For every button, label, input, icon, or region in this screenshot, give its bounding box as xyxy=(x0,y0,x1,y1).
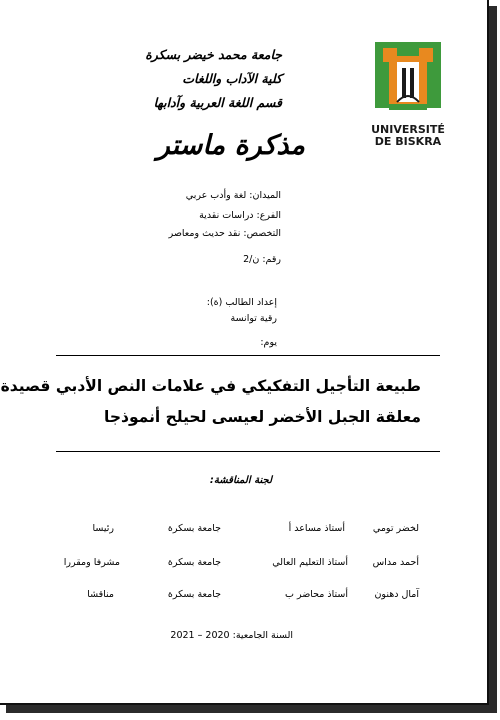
academic-year: السنة الجامعية: 2020 – 2021 xyxy=(170,630,293,641)
member-role: رئيسا xyxy=(92,523,114,534)
member-rank: أستاذ مساعد أ xyxy=(288,523,345,534)
defense-day: يوم: xyxy=(260,337,277,348)
rule-top xyxy=(56,355,440,356)
field-domain: الميدان: لغة وأدب عربي xyxy=(185,190,281,201)
student-name: رقية توانسة xyxy=(230,313,277,324)
department-name: قسم اللغة العربية وآدابها xyxy=(153,95,282,110)
field-number: رقم: ن/2 xyxy=(243,254,281,265)
document-title: مذكرة ماستر xyxy=(156,130,305,161)
logo-caption-line1: UNIVERSITÉ xyxy=(371,123,445,136)
member-name: لخضر تومي xyxy=(372,523,419,534)
committee-title: لجنة المناقشة: xyxy=(209,475,272,486)
field-specialty: التخصص: نقد حديث ومعاصر xyxy=(168,228,281,239)
member-rank: أستاذ محاضر ب xyxy=(285,589,348,600)
member-role: مشرفا ومقررا xyxy=(63,557,120,568)
rule-bottom xyxy=(56,451,440,452)
field-branch: الفرع: دراسات نقدية xyxy=(199,210,281,221)
page-shadow-bottom xyxy=(6,705,497,713)
faculty-name: كلية الآداب واللغات xyxy=(182,71,282,86)
member-institution: جامعة بسكرة xyxy=(167,523,221,534)
logo-caption-line2: DE BISKRA xyxy=(374,135,442,148)
university-logo xyxy=(373,40,443,148)
page-shadow-right xyxy=(489,6,497,712)
thesis-title-line2: معلقة الجبل الأخضر لعيسى لحيلح أنموذجا xyxy=(104,408,421,426)
student-label: إعداد الطالب (ة): xyxy=(206,297,277,308)
logo-caption xyxy=(367,124,449,148)
member-role: مناقشا xyxy=(87,589,114,600)
member-institution: جامعة بسكرة xyxy=(167,589,221,600)
thesis-title-line1: طبيعة التأجيل التفكيكي في علامات النص الأدبي قصيدة xyxy=(0,377,421,395)
member-name: آمال دهنون xyxy=(374,589,419,600)
university-name: جامعة محمد خيضر بسكرة xyxy=(145,47,282,62)
member-institution: جامعة بسكرة xyxy=(167,557,221,568)
member-name: أحمد مداس xyxy=(372,557,419,568)
member-rank: أستاذ التعليم العالي xyxy=(272,557,348,568)
